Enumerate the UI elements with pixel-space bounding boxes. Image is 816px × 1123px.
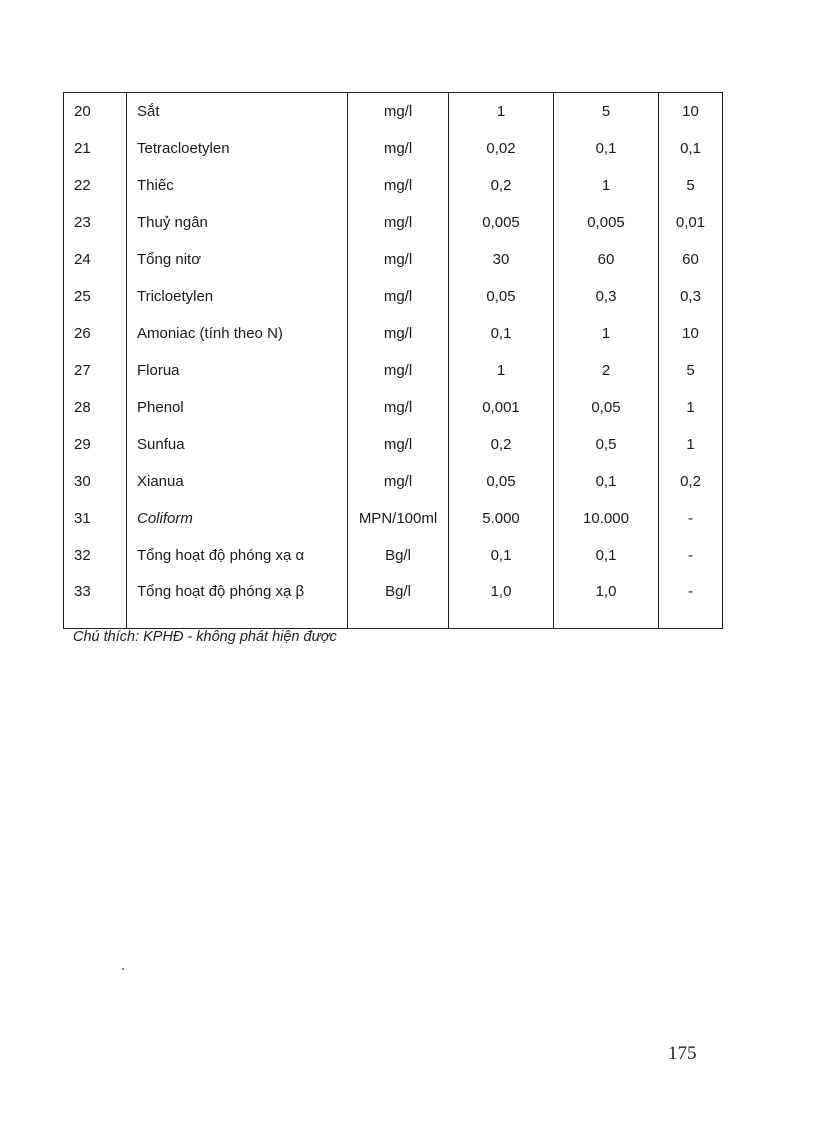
limit-a-cell: 0,005 — [449, 204, 554, 241]
table-row — [64, 315, 723, 352]
limit-c-cell: 5 — [686, 177, 695, 194]
table-row — [64, 537, 723, 574]
table-row — [64, 500, 723, 537]
unit-cell: mg/l — [348, 352, 449, 389]
limit-b-cell: 60 — [554, 241, 659, 278]
limit-b-cell: 0,05 — [554, 389, 659, 426]
unit-cell: mg/l — [348, 389, 449, 426]
table-footnote: Chú thích: KPHĐ - không phát hiện được — [73, 629, 337, 645]
limit-a-cell: 0,05 — [449, 463, 554, 500]
row-number-cell: 23 — [64, 204, 127, 241]
parameter-name-cell: Coliform — [127, 500, 348, 537]
limit-c-cell: 0,1 — [680, 140, 701, 157]
table-row — [64, 167, 723, 204]
table-row — [64, 463, 723, 500]
limit-b-cell: 1 — [554, 167, 659, 204]
table-row — [64, 130, 723, 167]
limit-a-cell: 5.000 — [449, 500, 554, 537]
parameter-name-cell: Sắt — [127, 93, 348, 131]
parameter-name-cell: Tổng hoạt độ phóng xạ β — [127, 574, 348, 629]
limit-b-cell: 0,1 — [554, 130, 659, 167]
table-row — [64, 241, 723, 278]
limit-b-cell: 0,005 — [554, 204, 659, 241]
limit-a-cell: 1,0 — [449, 574, 554, 629]
limit-c-cell: 60 — [682, 251, 699, 268]
table-row — [64, 204, 723, 241]
parameter-name-cell: Thiếc — [127, 167, 348, 204]
limit-a-cell: 30 — [449, 241, 554, 278]
parameter-name-cell: Thuỷ ngân — [127, 204, 348, 241]
limit-c-cell: 0,3 — [680, 288, 701, 305]
row-number-cell: 30 — [64, 463, 127, 500]
table-row — [64, 278, 723, 315]
limit-a-cell: 1 — [449, 352, 554, 389]
unit-cell: MPN/100ml — [348, 500, 449, 537]
limit-c-cell: 10 — [682, 103, 699, 120]
limit-b-cell: 10.000 — [554, 500, 659, 537]
limit-b-cell: 1 — [554, 315, 659, 352]
limit-a-cell: 0,2 — [449, 426, 554, 463]
page-number: 175 — [668, 1043, 697, 1064]
unit-cell: mg/l — [348, 463, 449, 500]
table-row — [64, 93, 723, 131]
limit-a-cell: 0,02 — [449, 130, 554, 167]
unit-cell: mg/l — [348, 426, 449, 463]
parameter-name-cell: Tetracloetylen — [127, 130, 348, 167]
parameter-name-cell: Amoniac (tính theo N) — [127, 315, 348, 352]
row-number-cell: 24 — [64, 241, 127, 278]
row-number-cell: 33 — [64, 574, 127, 629]
row-number-cell: 20 — [64, 93, 127, 131]
row-number-cell: 27 — [64, 352, 127, 389]
row-number-cell: 21 — [64, 130, 127, 167]
table-row — [64, 574, 723, 629]
row-number-cell: 31 — [64, 500, 127, 537]
limit-c-cell: 1 — [686, 436, 695, 453]
limit-c-cell: 0,01 — [675, 214, 706, 231]
row-number-cell: 28 — [64, 389, 127, 426]
row-number-cell: 25 — [64, 278, 127, 315]
unit-cell: Bg/l — [348, 537, 449, 574]
row-number-cell: 29 — [64, 426, 127, 463]
limit-c-cell: - — [688, 583, 693, 600]
unit-cell: mg/l — [348, 93, 449, 131]
table-body — [64, 93, 723, 629]
pollutant-limits-table — [63, 92, 723, 629]
scan-speck — [122, 968, 124, 970]
parameter-name-cell: Florua — [127, 352, 348, 389]
unit-cell: mg/l — [348, 241, 449, 278]
parameter-name-cell: Tricloetylen — [127, 278, 348, 315]
limit-a-cell: 0,1 — [449, 315, 554, 352]
parameter-name-cell: Xianua — [127, 463, 348, 500]
unit-cell: mg/l — [348, 278, 449, 315]
limit-c-cell: 10 — [682, 325, 699, 342]
parameter-name-cell: Sunfua — [127, 426, 348, 463]
limit-b-cell: 2 — [554, 352, 659, 389]
table-row — [64, 426, 723, 463]
limit-b-cell: 0,3 — [554, 278, 659, 315]
limit-a-cell: 0,001 — [449, 389, 554, 426]
limit-b-cell: 1,0 — [554, 574, 659, 629]
parameter-name-cell: Phenol — [127, 389, 348, 426]
limit-a-cell: 0,2 — [449, 167, 554, 204]
row-number-cell: 26 — [64, 315, 127, 352]
unit-cell: mg/l — [348, 204, 449, 241]
limit-b-cell: 0,1 — [554, 463, 659, 500]
limit-c-cell: - — [688, 510, 693, 527]
parameter-name-cell: Tổng hoạt độ phóng xạ α — [127, 537, 348, 574]
limit-a-cell: 1 — [449, 93, 554, 131]
limit-b-cell: 0,1 — [554, 537, 659, 574]
limit-c-cell: 1 — [686, 399, 695, 416]
limit-a-cell: 0,1 — [449, 537, 554, 574]
limit-b-cell: 5 — [554, 93, 659, 131]
table-row — [64, 352, 723, 389]
unit-cell: Bg/l — [348, 574, 449, 629]
unit-cell: mg/l — [348, 130, 449, 167]
parameter-name-cell: Tổng nitơ — [127, 241, 348, 278]
limit-c-cell: 5 — [686, 362, 695, 379]
unit-cell: mg/l — [348, 315, 449, 352]
unit-cell: mg/l — [348, 167, 449, 204]
limit-b-cell: 0,5 — [554, 426, 659, 463]
limit-c-cell: - — [688, 547, 693, 564]
table-row — [64, 389, 723, 426]
row-number-cell: 22 — [64, 167, 127, 204]
row-number-cell: 32 — [64, 537, 127, 574]
limit-a-cell: 0,05 — [449, 278, 554, 315]
limit-c-cell: 0,2 — [680, 473, 701, 490]
